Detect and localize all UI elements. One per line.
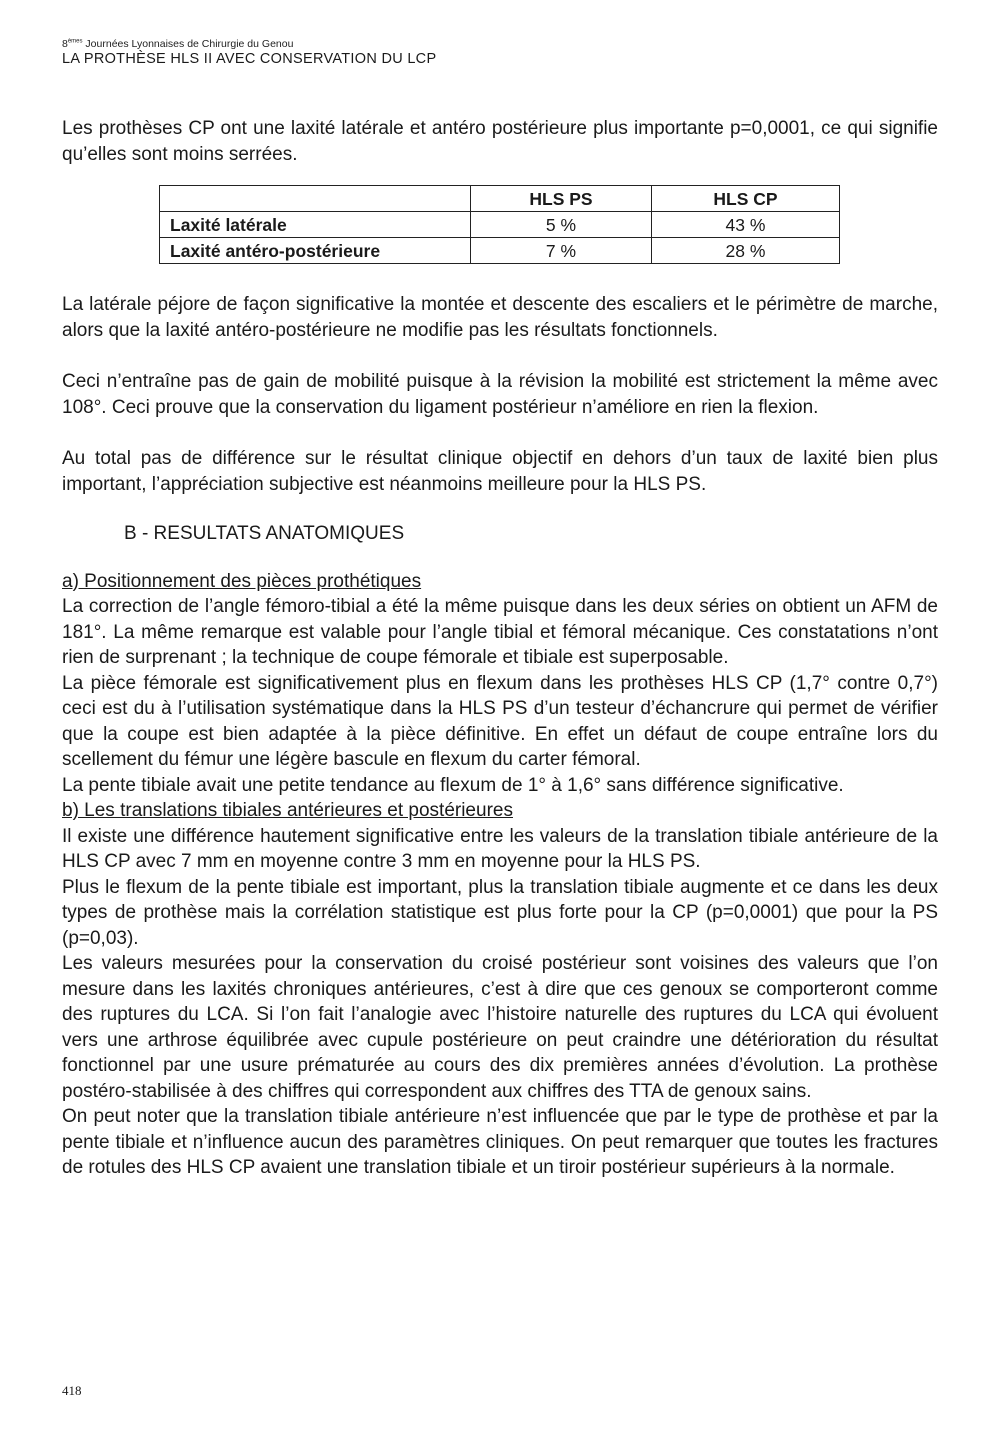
body-paragraph: Les valeurs mesurées pour la conservation du croisé postérieur sont voisines des valeurs que l’on mesure dans les laxités chroniques antérieures, c’est à dire que ces genoux se comporteront comme des ruptures du LCA. Si l’on fait l’analogie avec l’histoire naturelle des ruptures du LCA qui évoluent vers une arthrose équilibrée avec cupule postérieure on peut craindre une détérioration du résultat fonctionnel par une usure prématurée au cours des dix premières années d’évolution. La prothèse postéro-stabilisée à des chiffres qui correspondent aux chiffres des TTA de genoux sains. bbox=[62, 953, 938, 1102]
body-paragraph: La pente tibiale avait une petite tendance au flexum de 1° à 1,6° sans différence significative. bbox=[62, 774, 844, 796]
running-head bbox=[62, 38, 436, 68]
page-number: 418 bbox=[62, 1383, 82, 1398]
table-cell: 28 % bbox=[652, 238, 840, 264]
body-paragraph: La correction de l’angle fémoro-tibial a été la même puisque dans les deux séries on obtient un AFM de 181°. La même remarque est valable pour l’angle tibial et fémoral mécanique. Ces constatations n’ont rien de surprenant ; la technique de coupe fémorale et tibiale est superposable. bbox=[62, 596, 938, 668]
subsection-heading: a) Positionnement des pièces prothétiques bbox=[62, 570, 422, 592]
body-paragraph: La pièce fémorale est significativement plus en flexum dans les prothèses HLS CP (1,7° contre 0,7°) ceci est du à l’utilisation systématique dans la HLS PS d’un testeur d’échancrure qui permet de vérifier que la coupe est bien adaptée à la pièce définitive. En effet un défaut de coupe entraîne lors du scellement du fémur une légère bascule en flexum du carter fémoral. bbox=[62, 672, 938, 770]
table-cell: 43 % bbox=[652, 212, 840, 238]
chapter-title: LA PROTHÈSE HLS II AVEC CONSERVATION DU LCP bbox=[62, 50, 437, 67]
table-row bbox=[160, 238, 840, 264]
table-row bbox=[160, 212, 840, 238]
table-header-cell: HLS PS bbox=[471, 186, 652, 212]
body-paragraph: Au total pas de différence sur le résultat clinique objectif en dehors d’un taux de laxité bien plus important, l’appréciation subjective est néanmoins meilleure pour la HLS PS. bbox=[62, 448, 938, 495]
section-heading: B - RESULTATS ANATOMIQUES bbox=[124, 523, 405, 544]
body-paragraph: Plus le flexum de la pente tibiale est important, plus la translation tibiale augmente et ce dans les deux types de prothèse mais la corrélation statistique est plus forte pour la CP (p=0,0001) que pour la PS (p=0,03). bbox=[62, 876, 938, 949]
table-row-label: Laxité latérale bbox=[160, 212, 471, 238]
table-header-row bbox=[160, 186, 840, 212]
table-row-label: Laxité antéro-postérieure bbox=[160, 238, 471, 264]
page-body bbox=[62, 116, 938, 1181]
body-paragraph: La latérale péjore de façon significative la montée et descente des escaliers et le périmètre de marche, alors que la laxité antéro-postérieure ne modifie pas les résultats fonctionnels. bbox=[62, 294, 938, 341]
body-paragraph: On peut noter que la translation tibiale antérieure n’est influencée que par le type de prothèse et par la pente tibiale et n’influence aucun des paramètres cliniques. On peut remarquer que toutes les fractures de rotules des HLS CP avaient une translation tibiale et un tiroir postérieur supérieurs à la normale. bbox=[62, 1106, 938, 1178]
intro-paragraph: Les prothèses CP ont une laxité latérale et antéro postérieure plus importante p=0,0001, ce qui signifie qu’elles sont moins serrées. bbox=[62, 118, 938, 165]
table-header-cell: HLS CP bbox=[652, 186, 840, 212]
body-paragraph: Il existe une différence hautement significative entre les valeurs de la translation tibiale antérieure de la HLS CP avec 7 mm en moyenne contre 3 mm en moyenne pour la HLS PS. bbox=[62, 825, 938, 872]
table-cell: 7 % bbox=[471, 238, 652, 264]
table-header-cell bbox=[160, 186, 471, 212]
table-cell: 5 % bbox=[471, 212, 652, 238]
subsection-heading: b) Les translations tibiales antérieures et postérieures bbox=[62, 800, 513, 821]
body-paragraph: Ceci n’entraîne pas de gain de mobilité puisque à la révision la mobilité est strictement la même avec 108°. Ceci prouve que la conservation du ligament postérieur n’améliore en rien la flexion. bbox=[62, 371, 938, 418]
laxity-table bbox=[159, 185, 840, 264]
conference-name: 8èmes Journées Lyonnaises de Chirurgie du Genou bbox=[62, 38, 294, 50]
